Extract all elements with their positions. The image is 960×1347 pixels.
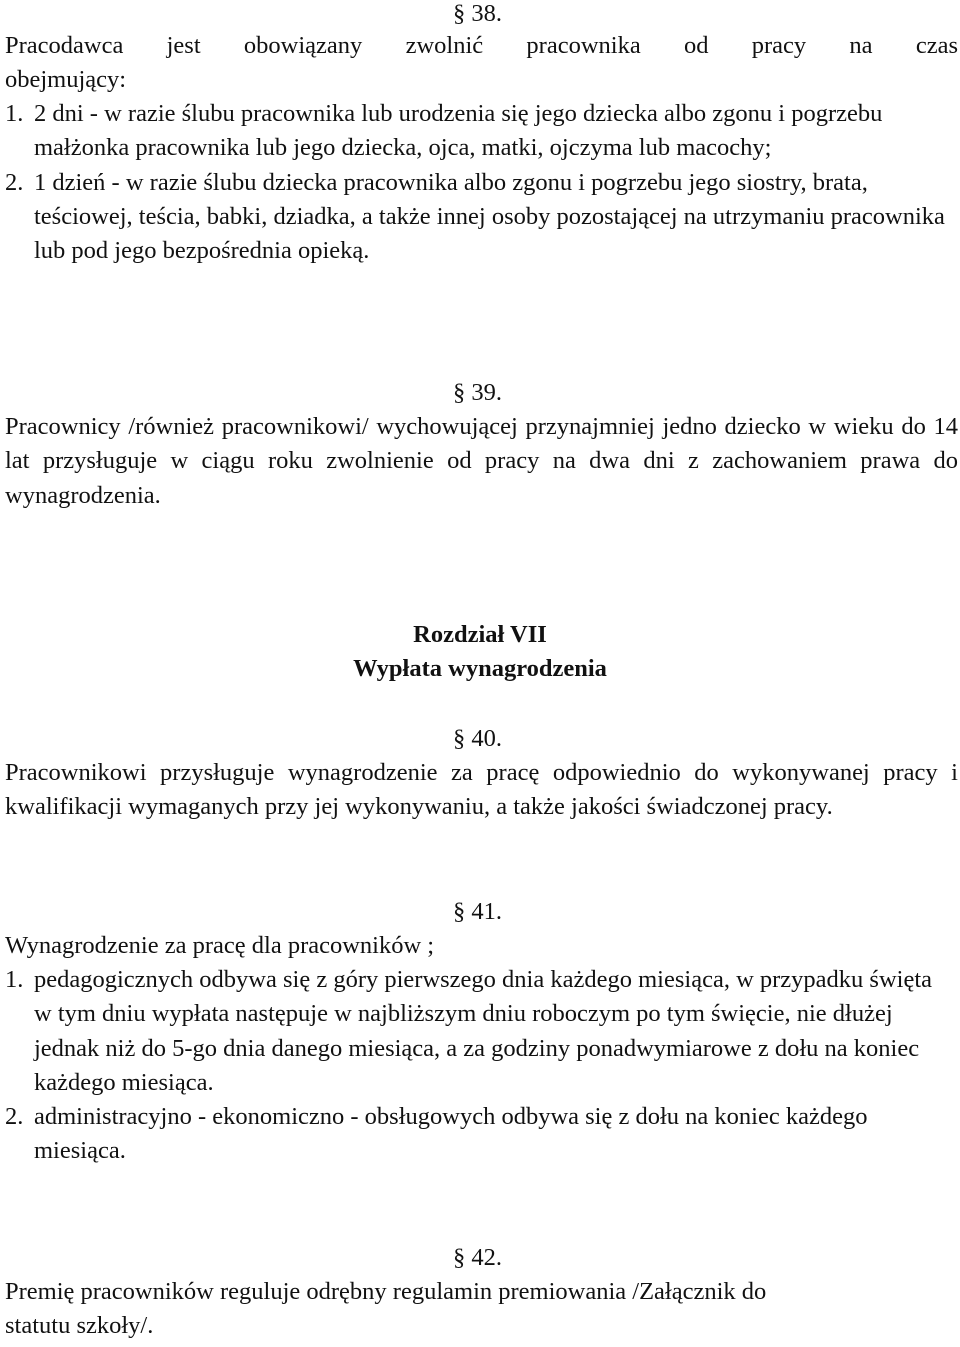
chapter-title: Rozdział VII (413, 621, 547, 648)
section-38-intro-line1: Pracodawca jest obowiązany zwolnić pracownika od pracy na czas (5, 32, 958, 59)
section-39-heading: § 39. (453, 379, 502, 406)
section-39-text: Pracownicy /również pracownikowi/ wychowującej przynajmniej jedno dziecko w wieku do 14 lat przysługuje w ciągu roku zwolnienie od pracy na dwa dni z zachowaniem prawa do wynagrodzenia. (5, 413, 958, 509)
list-item-number: 2. (5, 168, 24, 196)
list-item-number: 1. (5, 100, 24, 127)
section-38-list (5, 97, 955, 268)
section-42-heading: § 42. (453, 1244, 502, 1271)
section-42-text: Premię pracowników reguluje odrębny regulamin premiowania /Załącznik do statutu szkoły/. (5, 1278, 767, 1340)
section-41-heading: § 41. (453, 898, 502, 925)
section-38-intro-line2: obejmujący: (5, 66, 127, 93)
list-item (5, 97, 955, 166)
list-item-number: 2. (5, 1103, 24, 1131)
list-item-number: 1. (5, 966, 24, 993)
list-item-text: pedagogicznych odbywa się z góry pierwszego dnia każdego miesiąca, w przypadku święta w tym dniu wypłata następuje w najbliższym dniu roboczym po tym święcie, nie dłużej jednak niż do 5-go dnia danego miesiąca, a za godziny ponadwymiarowe z dołu na koniec każdego miesiąca. (34, 966, 933, 1096)
chapter-subtitle: Wypłata wynagrodzenia (353, 655, 607, 682)
section-40-text: Pracownikowi przysługuje wynagrodzenie za pracę odpowiednio do wykonywanej pracy i kwalifikacji wymaganych przy jej wykonywaniu, a także jakości świadczonej pracy. (5, 759, 958, 821)
section-41-list (5, 963, 955, 1169)
list-item-text: 1 dzień - w razie ślubu dziecka pracownika albo zgonu i pogrzebu jego siostry, brata, teściowej, teścia, babki, dziadka, a także innej osoby pozostającej na utrzymaniu pracownika lub pod jego bezpośrednia opieką. (34, 168, 945, 265)
section-38-heading: § 38. (453, 0, 502, 27)
list-item (5, 1100, 955, 1169)
list-item-text: 2 dni - w razie ślubu pracownika lub urodzenia się jego dziecka albo zgonu i pogrzebu małżonka pracownika lub jego dziecka, ojca, matki, ojczyma lub macochy; (34, 100, 883, 162)
section-41-intro: Wynagrodzenie za pracę dla pracowników ; (5, 932, 435, 959)
list-item-text: administracyjno - ekonomiczno - obsługowych odbywa się z dołu na koniec każdego miesiąca. (34, 1103, 868, 1165)
list-item (5, 166, 955, 269)
list-item (5, 963, 955, 1100)
section-40-heading: § 40. (453, 725, 502, 752)
